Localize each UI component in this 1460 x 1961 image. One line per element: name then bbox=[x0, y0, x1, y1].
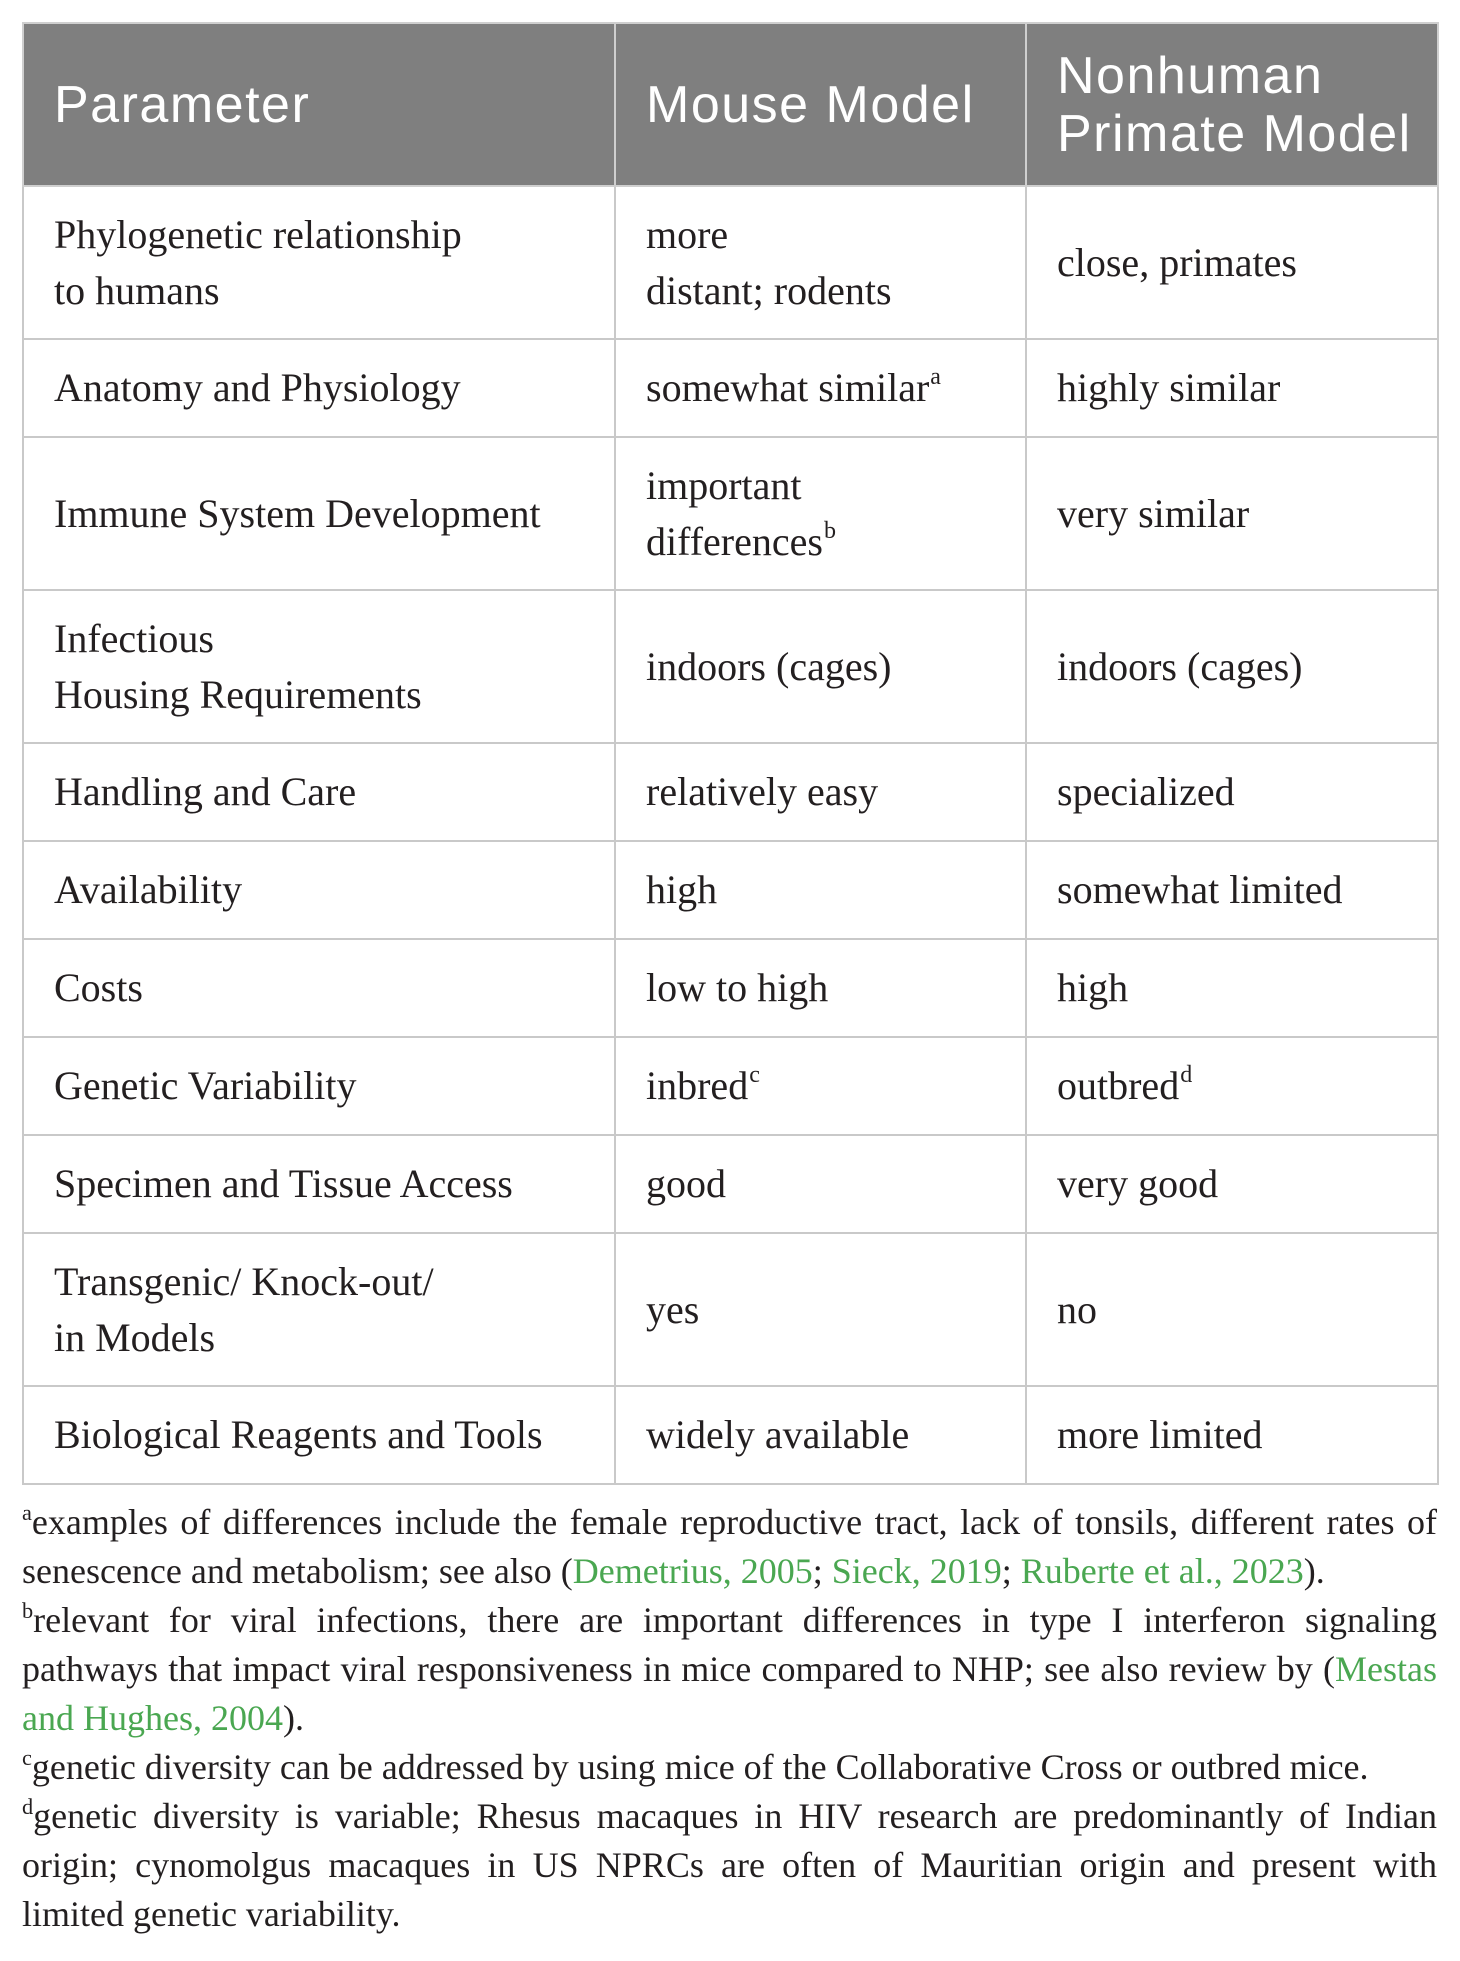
cell-mouse bbox=[615, 1037, 1026, 1135]
parameter-text: Phylogenetic relationship to humans bbox=[54, 211, 462, 313]
footnote-b bbox=[22, 1596, 1437, 1743]
nhp-text: somewhat limited bbox=[1057, 867, 1343, 912]
mouse-text: indoors (cages) bbox=[646, 643, 892, 689]
cell-nhp bbox=[1026, 339, 1438, 437]
citation-link[interactable]: Sieck, 2019 bbox=[831, 1551, 1002, 1591]
footnote-text: genetic diversity is variable; Rhesus macaques in HIV research are predominantly of Indian origin; cynomolgus macaques in US NPRCs are often of Mauritian origin and present with limited genetic variability. bbox=[22, 1796, 1437, 1934]
cell-parameter bbox=[23, 1386, 615, 1484]
parameter-text: Biological Reagents and Tools bbox=[54, 1412, 543, 1457]
mouse-text: relatively easy bbox=[646, 769, 879, 814]
cell-parameter bbox=[23, 1233, 615, 1386]
parameter-text: Transgenic/ Knock-out/ in Models bbox=[54, 1258, 434, 1360]
cell-parameter bbox=[23, 841, 615, 939]
parameter-text: Infectious Housing Requirements bbox=[54, 615, 422, 717]
nhp-text: more limited bbox=[1057, 1412, 1263, 1457]
table-row bbox=[23, 437, 1438, 590]
table-row bbox=[23, 1037, 1438, 1135]
footnote-text: ). bbox=[1303, 1551, 1325, 1591]
parameter-text: Specimen and Tissue Access bbox=[54, 1161, 513, 1206]
cell-mouse bbox=[615, 1386, 1026, 1484]
table-row bbox=[23, 339, 1438, 437]
table-row bbox=[23, 186, 1438, 339]
footnote-marker: a bbox=[930, 364, 941, 391]
cell-nhp bbox=[1026, 437, 1438, 590]
header-parameter bbox=[23, 23, 615, 186]
cell-nhp bbox=[1026, 841, 1438, 939]
footnote-marker: c bbox=[22, 1745, 32, 1771]
footnote-separator: ; bbox=[812, 1551, 832, 1591]
header-mouse-model bbox=[615, 23, 1026, 186]
cell-parameter bbox=[23, 437, 615, 590]
table-row bbox=[23, 939, 1438, 1037]
cell-parameter bbox=[23, 186, 615, 339]
cell-nhp bbox=[1026, 1386, 1438, 1484]
cell-nhp bbox=[1026, 1233, 1438, 1386]
nhp-text: very good bbox=[1057, 1161, 1219, 1206]
cell-mouse bbox=[615, 1233, 1026, 1386]
mouse-text: good bbox=[646, 1161, 726, 1206]
cell-mouse bbox=[615, 939, 1026, 1037]
nhp-text: very similar bbox=[1057, 490, 1250, 536]
citation-link[interactable]: Mestas and Hughes, 2004 bbox=[22, 1649, 1437, 1738]
comparison-table bbox=[22, 22, 1439, 1485]
cell-nhp bbox=[1026, 1037, 1438, 1135]
footnote-text: ). bbox=[282, 1698, 304, 1738]
table-row bbox=[23, 1233, 1438, 1386]
cell-nhp bbox=[1026, 1135, 1438, 1233]
parameter-text: Handling and Care bbox=[54, 769, 357, 814]
cell-mouse bbox=[615, 437, 1026, 590]
parameter-text: Availability bbox=[54, 867, 243, 912]
table-row bbox=[23, 1135, 1438, 1233]
footnote-d bbox=[22, 1792, 1437, 1939]
table-footnotes bbox=[22, 1498, 1437, 1939]
mouse-text: somewhat similar bbox=[646, 365, 930, 410]
citation-link[interactable]: Ruberte et al., 2023 bbox=[1020, 1551, 1304, 1591]
nhp-text: high bbox=[1057, 965, 1129, 1010]
header-mouse-model-label: Mouse Model bbox=[646, 75, 975, 134]
cell-parameter bbox=[23, 1135, 615, 1233]
footnote-text: relevant for viral infections, there are important differences in type I interferon signaling pathways that impact viral responsiveness in mice compared to NHP; see also review by ( bbox=[22, 1600, 1437, 1689]
footnote-c bbox=[22, 1743, 1437, 1792]
mouse-text: yes bbox=[646, 1286, 700, 1332]
nhp-text: indoors (cages) bbox=[1057, 643, 1303, 689]
mouse-text: more distant; rodents bbox=[646, 211, 892, 313]
footnote-marker: b bbox=[22, 1598, 34, 1624]
header-row bbox=[23, 23, 1438, 186]
footnote-marker: c bbox=[749, 1062, 760, 1089]
cell-nhp bbox=[1026, 743, 1438, 841]
cell-parameter bbox=[23, 939, 615, 1037]
parameter-text: Anatomy and Physiology bbox=[54, 365, 461, 410]
footnote-separator: ; bbox=[1001, 1551, 1021, 1591]
nhp-text: no bbox=[1057, 1286, 1097, 1332]
nhp-text: close, primates bbox=[1057, 239, 1297, 285]
parameter-text: Costs bbox=[54, 965, 143, 1010]
mouse-text: widely available bbox=[646, 1412, 910, 1457]
footnote-marker: a bbox=[22, 1500, 32, 1526]
cell-nhp bbox=[1026, 186, 1438, 339]
cell-mouse bbox=[615, 1135, 1026, 1233]
footnote-marker: b bbox=[823, 517, 836, 544]
cell-mouse bbox=[615, 339, 1026, 437]
citation-link[interactable]: Demetrius, 2005 bbox=[572, 1551, 813, 1591]
footnote-text: examples of differences include the female reproductive tract, lack of tonsils, different rates of senescence and metabolism; see also ( bbox=[22, 1502, 1437, 1591]
header-nhp-model-label: Nonhuman Primate Model bbox=[1057, 46, 1412, 163]
header-parameter-label: Parameter bbox=[54, 75, 311, 134]
nhp-text: specialized bbox=[1057, 769, 1235, 814]
footnote-text: genetic diversity can be addressed by using mice of the Collaborative Cross or outbred mice. bbox=[31, 1747, 1369, 1787]
table-row bbox=[23, 1386, 1438, 1484]
footnote-marker: d bbox=[22, 1794, 34, 1820]
mouse-text: low to high bbox=[646, 965, 829, 1010]
footnote-marker: d bbox=[1180, 1062, 1193, 1089]
cell-mouse bbox=[615, 841, 1026, 939]
parameter-text: Immune System Development bbox=[54, 490, 541, 536]
cell-nhp bbox=[1026, 590, 1438, 743]
nhp-text: outbred bbox=[1057, 1063, 1180, 1108]
parameter-text: Genetic Variability bbox=[54, 1063, 357, 1108]
cell-parameter bbox=[23, 590, 615, 743]
cell-parameter bbox=[23, 339, 615, 437]
mouse-text: inbred bbox=[646, 1063, 749, 1108]
mouse-text: high bbox=[646, 867, 718, 912]
nhp-text: highly similar bbox=[1057, 365, 1281, 410]
cell-mouse bbox=[615, 186, 1026, 339]
table-row bbox=[23, 743, 1438, 841]
table-row bbox=[23, 590, 1438, 743]
cell-parameter bbox=[23, 743, 615, 841]
cell-parameter bbox=[23, 1037, 615, 1135]
header-nhp-model bbox=[1026, 23, 1438, 186]
cell-mouse bbox=[615, 590, 1026, 743]
footnote-a bbox=[22, 1498, 1437, 1596]
table-row bbox=[23, 841, 1438, 939]
mouse-text: important differences bbox=[646, 462, 823, 564]
cell-nhp bbox=[1026, 939, 1438, 1037]
cell-mouse bbox=[615, 743, 1026, 841]
